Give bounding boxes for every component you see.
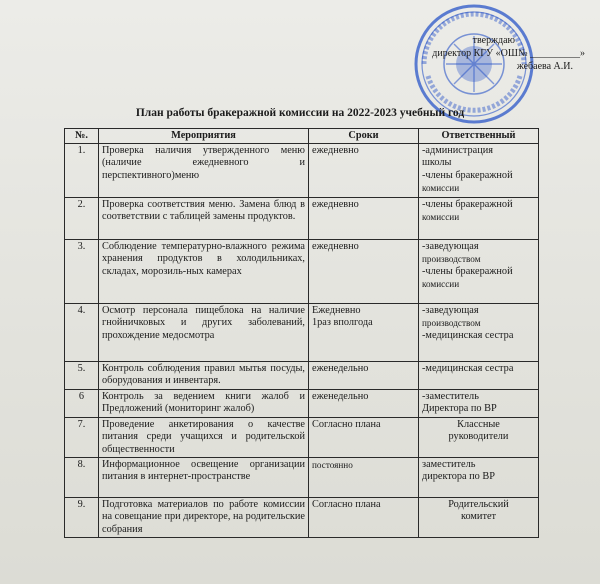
row-activity: Проверка наличия утвержденного меню (наличие ежедневного и перспективного)меню xyxy=(99,144,309,198)
row-timing: ежедневно xyxy=(309,198,419,240)
row-responsible xyxy=(419,198,539,240)
responsible-line: комитет xyxy=(460,511,497,523)
row-number: 1. xyxy=(65,144,99,198)
row-number: 4. xyxy=(65,304,99,362)
responsible-line: школы xyxy=(422,157,452,169)
table-row xyxy=(65,198,539,240)
row-responsible xyxy=(419,304,539,362)
row-responsible xyxy=(419,240,539,304)
row-responsible xyxy=(419,144,539,198)
responsible-line: Родительский xyxy=(448,499,509,511)
row-number: 8. xyxy=(65,458,99,498)
responsible-line: -медицинская сестра xyxy=(422,329,514,341)
table-row xyxy=(65,498,539,538)
column-header-responsible: Ответственный xyxy=(419,129,539,144)
row-responsible xyxy=(419,390,539,418)
row-timing: ежедневно xyxy=(309,144,419,198)
table-row xyxy=(65,390,539,418)
row-number: 7. xyxy=(65,418,99,458)
responsible-line: заместитель xyxy=(422,459,476,471)
row-activity: Проверка соответствия меню. Замена блюд в соответствии с таблицей замены продуктов. xyxy=(99,198,309,240)
row-activity: Контроль за ведением книги жалоб и Предложений (мониторинг жалоб) xyxy=(99,390,309,418)
row-timing: постоянно xyxy=(309,458,419,498)
row-responsible xyxy=(419,362,539,390)
row-timing: еженедельно xyxy=(309,390,419,418)
responsible-line: Классные xyxy=(457,419,500,431)
director-name: жебаева А.И. xyxy=(516,61,573,72)
responsible-line: производством xyxy=(422,318,481,329)
row-responsible xyxy=(419,498,539,538)
row-number: 9. xyxy=(65,498,99,538)
director-line: директор КГУ «ОШ№ __________» xyxy=(432,48,585,59)
row-timing: Ежедневно 1раз вполгода xyxy=(309,304,419,362)
table-row xyxy=(65,362,539,390)
row-activity: Проведение анкетирования о качестве питания среди учащихся и родительской общественности xyxy=(99,418,309,458)
table-row xyxy=(65,418,539,458)
row-timing: еженедельно xyxy=(309,362,419,390)
row-number: 6 xyxy=(65,390,99,418)
responsible-line: руководители xyxy=(448,431,509,443)
row-activity: Информационное освещение организации питания в интернет-пространстве xyxy=(99,458,309,498)
document-title: План работы бракеражной комиссии на 2022-2023 учебный год xyxy=(135,107,465,119)
approval-word: тверждаю xyxy=(472,35,515,46)
responsible-line: комиссии xyxy=(422,212,460,223)
responsible-line: -члены бракеражной xyxy=(422,199,513,211)
row-number: 5. xyxy=(65,362,99,390)
responsible-line: комиссии xyxy=(422,278,460,289)
responsible-line: -члены бракеражной xyxy=(422,265,513,277)
row-number: 3. xyxy=(65,240,99,304)
row-activity: Осмотр персонала пищеблока на наличие гнойничковых и других заболеваний, прохождение медосмотра xyxy=(99,304,309,362)
column-header-number: №. xyxy=(65,129,99,144)
responsible-line: директора по ВР xyxy=(422,471,495,483)
responsible-line: -медицинская сестра xyxy=(422,363,514,375)
row-activity: Подготовка материалов по работе комиссии на совещание при директоре, на родительские собрания xyxy=(99,498,309,538)
table-header-row xyxy=(65,129,539,144)
row-responsible xyxy=(419,458,539,498)
table-row xyxy=(65,304,539,362)
responsible-line: -заведующая xyxy=(422,241,479,253)
row-activity: Контроль соблюдения правил мытья посуды, оборудования и инвентаря. xyxy=(99,362,309,390)
row-timing: ежедневно xyxy=(309,240,419,304)
responsible-line: производством xyxy=(422,254,481,265)
row-activity: Соблюдение температурно-влажного режима хранения продуктов в холодильниках, складах, морозиль-ных камерах xyxy=(99,240,309,304)
responsible-line: Директора по ВР xyxy=(422,403,497,415)
table-row xyxy=(65,144,539,198)
table-row xyxy=(65,240,539,304)
row-number: 2. xyxy=(65,198,99,240)
responsible-line: -члены бракеражной xyxy=(422,169,513,181)
responsible-line: -заведующая xyxy=(422,305,479,317)
plan-table xyxy=(64,128,539,538)
responsible-line: -администрация xyxy=(422,145,493,157)
table-row xyxy=(65,458,539,498)
column-header-activity: Мероприятия xyxy=(99,129,309,144)
row-responsible xyxy=(419,418,539,458)
row-timing: Согласно плана xyxy=(309,418,419,458)
row-timing: Согласно плана xyxy=(309,498,419,538)
responsible-line: -заместитель xyxy=(422,391,479,403)
responsible-line: комиссии xyxy=(422,182,460,193)
column-header-timing: Сроки xyxy=(309,129,419,144)
approval-block xyxy=(385,34,585,73)
